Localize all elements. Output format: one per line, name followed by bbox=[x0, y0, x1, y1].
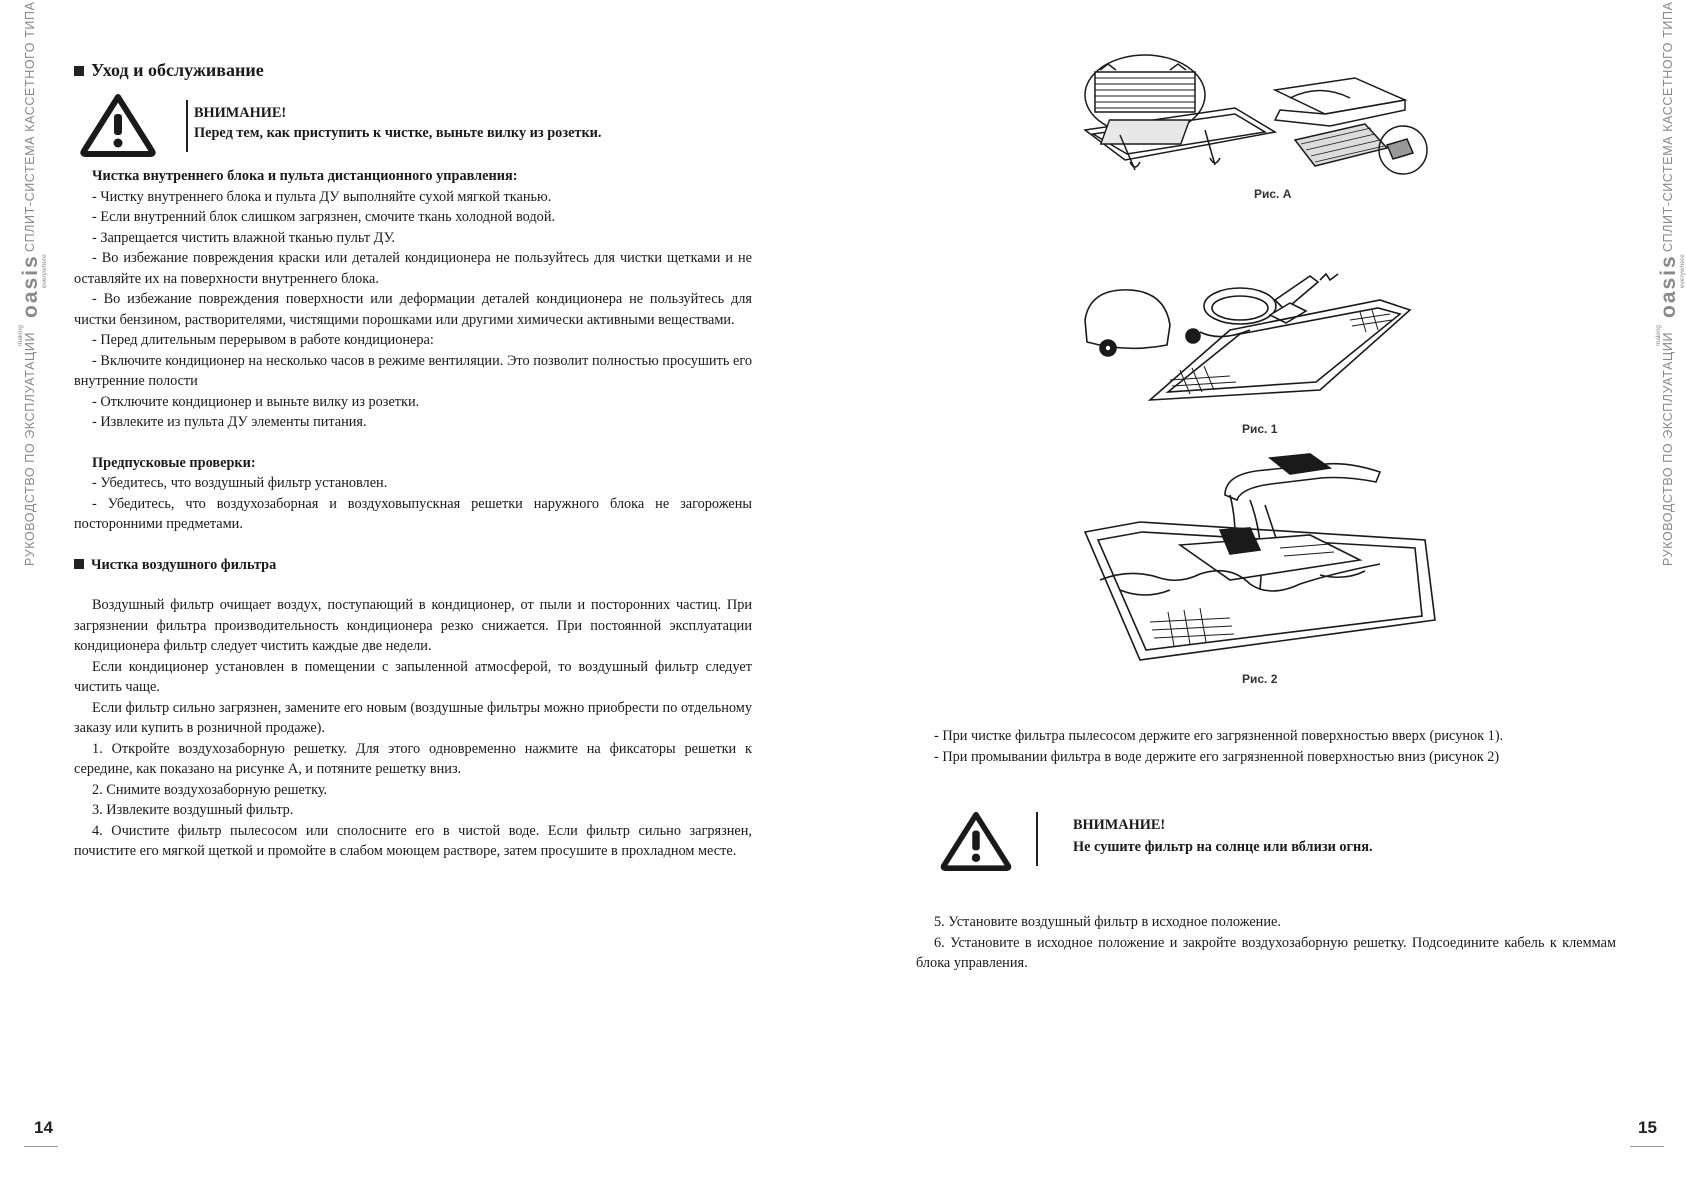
paragraph: 4. Очистите фильтр пылесосом или сполосните его в чистой воде. Если фильтр сильно загрязнен, почистите его мягкой щеткой и промойте в слабом моющем растворе, затем просушите в прохладном месте. bbox=[74, 822, 752, 859]
warning-block-left bbox=[80, 92, 780, 162]
warning-triangle-icon bbox=[80, 92, 156, 156]
paragraph: 1. Откройте воздухозаборную решетку. Для этого одновременно нажмите на фиксаторы решетки к середине, как показано на рисунке А, и потяните решетку вниз. bbox=[74, 740, 752, 777]
figure-a-illustration bbox=[1075, 50, 1435, 200]
section-heading-indoor-cleaning: Чистка внутреннего блока и пульта дистанционного управления: bbox=[92, 168, 518, 184]
section-heading-prestart-checks: Предпусковые проверки: bbox=[92, 454, 256, 471]
paragraph: 5. Установите воздушный фильтр в исходное положение. bbox=[934, 914, 1281, 930]
list-item: - При чистке фильтра пылесосом держите его загрязненной поверхностью вверх (рисунок 1). bbox=[934, 728, 1504, 744]
side-series-label: СПЛИТ-СИСТЕМА КАССЕТНОГО ТИПА bbox=[23, 1, 37, 252]
list-item: - Во избежание повреждения краски или деталей кондиционера не пользуйтесь для чистки щетками и не оставляйте их на поверхности внутреннего блока. bbox=[74, 250, 752, 287]
paragraph: 6. Установите в исходное положение и закройте воздухозаборную решетку. Подсоедините кабель к клеммам блока управления. bbox=[916, 934, 1616, 971]
warning-heading: ВНИМАНИЕ! bbox=[1073, 817, 1166, 833]
brand-tagline-1: making bbox=[17, 325, 24, 346]
page-title bbox=[74, 60, 264, 81]
side-manual-label: РУКОВОДСТВО ПО ЭКСПЛУАТАЦИИ bbox=[23, 331, 37, 566]
list-item: - Извлеките из пульта ДУ элементы питания. bbox=[92, 414, 367, 430]
list-item: - Если внутренний блок слишком загрязнен, смочите ткань холодной водой. bbox=[92, 209, 556, 225]
warning-triangle-icon bbox=[940, 810, 1012, 870]
right-notes bbox=[916, 726, 1616, 767]
paragraph: Если фильтр сильно загрязнен, замените его новым (воздушные фильтры можно приобрести по отдельному заказу или купить в розничной продаже). bbox=[74, 699, 752, 736]
side-manual-label: РУКОВОДСТВО ПО ЭКСПЛУАТАЦИИ bbox=[1661, 331, 1675, 566]
brand-name: oasis bbox=[1657, 254, 1680, 318]
right-side-band bbox=[1642, 0, 1686, 1191]
page-number-left: 14 bbox=[34, 1118, 53, 1137]
page-rule-right bbox=[1630, 1146, 1664, 1147]
bullet-square-icon bbox=[74, 559, 84, 569]
page-number-right: 15 bbox=[1638, 1118, 1657, 1137]
brand-tagline-2: everywhere bbox=[41, 254, 48, 288]
right-steps bbox=[916, 912, 1616, 974]
page-title-text: Уход и обслуживание bbox=[91, 60, 264, 80]
figure-2-illustration bbox=[1080, 450, 1440, 660]
list-item: - Убедитесь, что воздухозаборная и воздуховыпускная решетки наружного блока не загорожены посторонними предметами. bbox=[74, 495, 752, 532]
left-text-column bbox=[74, 166, 752, 862]
list-item: - Перед длительным перерывом в работе кондиционера: bbox=[92, 332, 434, 348]
figure-1-illustration bbox=[1080, 270, 1410, 410]
figure-2-caption: Рис. 2 bbox=[1242, 672, 1278, 686]
paragraph: 2. Снимите воздухозаборную решетку. bbox=[92, 781, 328, 798]
list-item: - Включите кондиционер на несколько часов в режиме вентиляции. Это позволит полностью просушить его внутренние полости bbox=[74, 352, 752, 389]
list-item: - Отключите кондиционер и выньте вилку из розетки. bbox=[92, 393, 420, 410]
warning-text: Не сушите фильтр на солнце или вблизи огня. bbox=[1073, 839, 1373, 855]
list-item: - Во избежание повреждения поверхности или деформации деталей кондиционера не пользуйтесь для чистки бензином, растворителями, чистящими порошками или другими химически активными веществами. bbox=[74, 291, 752, 328]
section-heading-text: Чистка воздушного фильтра bbox=[91, 556, 277, 573]
brand-logo bbox=[1655, 254, 1686, 346]
section-heading-filter-cleaning bbox=[74, 555, 752, 576]
side-series-label: СПЛИТ-СИСТЕМА КАССЕТНОГО ТИПА bbox=[1661, 1, 1675, 252]
figure-1-caption: Рис. 1 bbox=[1242, 422, 1278, 436]
list-item: - При промывании фильтра в воде держите его загрязненной поверхностью вниз (рисунок 2) bbox=[934, 748, 1500, 765]
page-rule-left bbox=[24, 1146, 58, 1147]
paragraph: 3. Извлеките воздушный фильтр. bbox=[92, 802, 294, 818]
brand-logo bbox=[17, 254, 48, 346]
brand-tagline-1: making bbox=[1655, 325, 1662, 346]
list-item: - Убедитесь, что воздушный фильтр установлен. bbox=[92, 475, 388, 491]
warning-text: Перед тем, как приступить к чистке, выньте вилку из розетки. bbox=[194, 125, 602, 141]
warning-divider bbox=[1036, 812, 1038, 866]
brand-tagline-2: everywhere bbox=[1679, 254, 1686, 288]
paragraph: Воздушный фильтр очищает воздух, поступающий в кондиционер, от пыли и посторонних частиц. При загрязнении фильтра производительность кондиционера резко снижается. При постоянной эксплуатации кондиционера фильтр следует чистить каждые две недели. bbox=[74, 597, 752, 654]
warning-heading: ВНИМАНИЕ! bbox=[194, 105, 287, 121]
paragraph: Если кондиционер установлен в помещении с запыленной атмосферой, то воздушный фильтр следует чистить чаще. bbox=[74, 658, 752, 695]
figure-a-caption: Рис. А bbox=[1254, 187, 1292, 201]
bullet-square-icon bbox=[74, 66, 84, 76]
brand-name: oasis bbox=[19, 254, 42, 318]
list-item: - Запрещается чистить влажной тканью пульт ДУ. bbox=[92, 229, 395, 246]
list-item: - Чистку внутреннего блока и пульта ДУ выполняйте сухой мягкой тканью. bbox=[92, 188, 552, 205]
warning-block-right bbox=[940, 810, 1540, 880]
warning-divider bbox=[186, 100, 188, 152]
